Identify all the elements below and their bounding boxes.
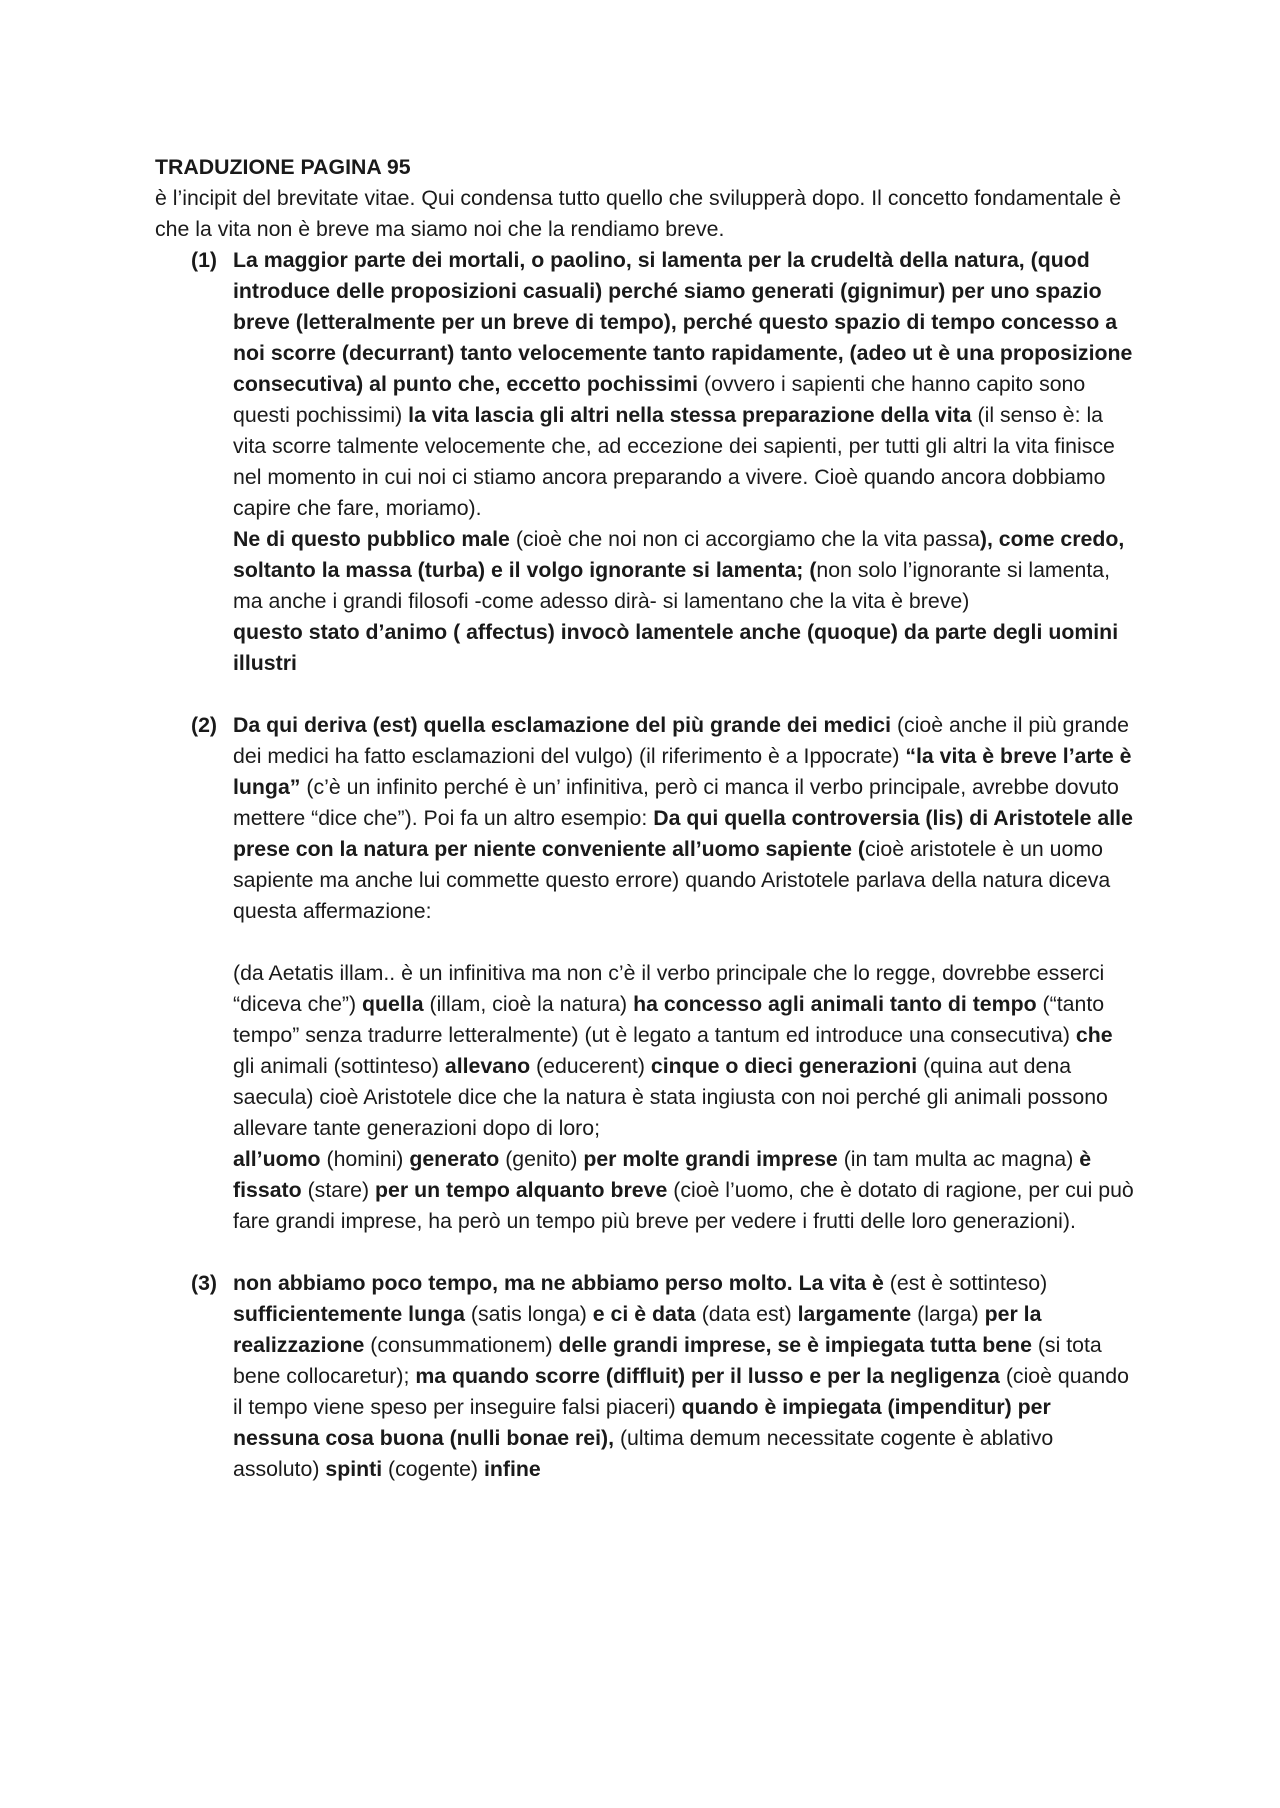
text-run: gli animali (sottinteso) xyxy=(233,1054,445,1078)
list-item xyxy=(155,245,1135,679)
paragraph xyxy=(233,617,1135,679)
text-run: (c’è un infinito perché è un’ infinitiva, però ci manca il verbo principale, avrebbe dovuto mettere “dice che”). Poi fa un altro esempio: xyxy=(233,775,1119,830)
document-page xyxy=(155,152,1135,1516)
bold-text-run: largamente xyxy=(797,1302,912,1326)
bold-text-run: è fissato xyxy=(233,1147,1092,1202)
paragraph-gap xyxy=(233,927,1135,958)
text-run: è l’incipit del brevitate vitae. Qui condensa tutto quello che svilupperà dopo. Il concetto fondamentale è che la vita non è breve ma siamo noi che la rendiamo breve. xyxy=(155,186,1122,241)
bold-text-run: Ne di questo pubblico male xyxy=(233,527,510,551)
bold-text-run: e ci è data xyxy=(592,1302,696,1326)
bold-text-run: “la vita è breve l’arte è lunga” xyxy=(233,744,1132,799)
bold-text-run: ma quando scorre (diffluit) per il lusso e per la negligenza xyxy=(415,1364,1000,1388)
bold-text-run: La maggior parte dei mortali, o paolino, si lamenta per la crudeltà della natura, (quod introduce delle proposizioni casuali) perché siamo generati (gignimur) per uno spazio breve (letteralmente per un breve di tempo), perché questo spazio di tempo concesso a noi scorre (decurrant) tanto velocemente tanto rapidamente, (adeo ut è una proposizione consecutiva) al punto che, eccetto pochissimi xyxy=(233,248,1133,396)
list-item xyxy=(155,1268,1135,1485)
intro-paragraph xyxy=(155,183,1135,245)
bold-text-run: per un tempo alquanto breve xyxy=(375,1178,668,1202)
text-run: cioè aristotele è un uomo sapiente ma anche lui commette questo errore) quando Aristotele parlava della natura diceva questa affermazione: xyxy=(233,837,1111,923)
bold-text-run: questo stato d’animo ( affectus) invocò lamentele anche (quoque) da parte degli uomini illustri xyxy=(233,620,1119,675)
text-run: (in tam multa ac magna) xyxy=(837,1147,1080,1171)
text-run: (data est) xyxy=(695,1302,798,1326)
text-run: (si tota bene collocaretur); xyxy=(233,1333,1102,1388)
bold-text-run: ), come credo, soltanto la massa (turba) e il volgo ignorante si lamenta; ( xyxy=(233,527,1125,582)
text-run: (consummationem) xyxy=(364,1333,559,1357)
bold-text-run: infine xyxy=(483,1457,541,1481)
bold-text-run: cinque o dieci generazioni xyxy=(650,1054,918,1078)
bold-text-run: delle grandi imprese, se è impiegata tutta bene xyxy=(558,1333,1032,1357)
paragraph xyxy=(233,958,1135,1144)
text-run: (ovvero i sapienti che hanno capito sono questi pochissimi) xyxy=(233,372,1086,427)
list-item-number: (3) xyxy=(191,1271,218,1295)
paragraph xyxy=(233,1144,1135,1237)
bold-text-run: non abbiamo poco tempo, ma ne abbiamo perso molto. La vita è xyxy=(233,1271,884,1295)
bold-text-run: che xyxy=(1075,1023,1113,1047)
text-run: (larga) xyxy=(911,1302,985,1326)
bold-text-run: allevano xyxy=(444,1054,531,1078)
text-run: (satis longa) xyxy=(464,1302,593,1326)
text-run: (il senso è: la vita scorre talmente velocemente che, ad eccezione dei sapienti, per tutti gli altri la vita finisce nel momento in cui noi ci stiamo ancora preparando a vivere. Cioè quando ancora dobbiamo capire che fare, moriamo). xyxy=(233,403,1115,520)
text-run: (cogente) xyxy=(382,1457,484,1481)
text-run: (ultima demum necessitate cogente è ablativo assoluto) xyxy=(233,1426,1054,1481)
document-title: TRADUZIONE PAGINA 95 xyxy=(155,155,411,179)
text-run: (“tanto tempo” senza tradurre letteralmente) (ut è legato a tantum ed introduce una consecutiva) xyxy=(233,992,1105,1047)
list-item-number: (2) xyxy=(191,713,218,737)
bold-text-run: per la realizzazione xyxy=(233,1302,1042,1357)
list-item xyxy=(155,710,1135,1237)
bold-text-run: Da qui quella controversia (lis) di Aristotele alle prese con la natura per niente conveniente all’uomo sapiente ( xyxy=(233,806,1133,861)
bold-text-run: Da qui deriva (est) quella esclamazione del più grande dei medici xyxy=(233,713,892,737)
paragraph xyxy=(233,1268,1135,1485)
text-run: (cioè l’uomo, che è dotato di ragione, per cui può fare grandi imprese, ha però un tempo più breve per vedere i frutti delle loro generazioni). xyxy=(233,1178,1134,1233)
paragraph xyxy=(233,710,1135,927)
text-run: (est è sottinteso) xyxy=(883,1271,1048,1295)
text-run: non solo l’ignorante si lamenta, ma anche i grandi filosofi -come adesso dirà- si lamentano che la vita è breve) xyxy=(233,558,1111,613)
text-run: (quina aut dena saecula) cioè Aristotele dice che la natura è stata ingiusta con noi perché gli animali possono allevare tante generazioni dopo di loro; xyxy=(233,1054,1108,1140)
text-run: (genito) xyxy=(499,1147,584,1171)
numbered-list xyxy=(155,245,1135,1485)
text-run: (cioè che noi non ci accorgiamo che la vita passa xyxy=(509,527,980,551)
bold-text-run: quella xyxy=(362,992,424,1016)
paragraph xyxy=(233,524,1135,617)
text-run: (cioè quando il tempo viene speso per inseguire falsi piaceri) xyxy=(233,1364,1129,1419)
text-run: (cioè anche il più grande dei medici ha fatto esclamazioni del vulgo) (il riferimento è a Ippocrate) xyxy=(233,713,1129,768)
bold-text-run: quando è impiegata (impenditur) per nessuna cosa buona (nulli bonae rei), xyxy=(233,1395,1051,1450)
text-run: (illam, cioè la natura) xyxy=(423,992,634,1016)
text-run: (educerent) xyxy=(530,1054,651,1078)
bold-text-run: sufficientemente lunga xyxy=(233,1302,465,1326)
bold-text-run: la vita lascia gli altri nella stessa preparazione della vita xyxy=(408,403,972,427)
list-item-number: (1) xyxy=(191,248,218,272)
bold-text-run: all’uomo xyxy=(233,1147,321,1171)
bold-text-run: per molte grandi imprese xyxy=(583,1147,838,1171)
bold-text-run: generato xyxy=(409,1147,500,1171)
bold-text-run: spinti xyxy=(325,1457,383,1481)
bold-text-run: ha concesso agli animali tanto di tempo xyxy=(633,992,1037,1016)
text-run: (da Aetatis illam.. è un infinitiva ma non c’è il verbo principale che lo regge, dovrebbe esserci “diceva che”) xyxy=(233,961,1105,1016)
paragraph xyxy=(233,245,1135,524)
text-run: (stare) xyxy=(301,1178,376,1202)
text-run: (homini) xyxy=(320,1147,410,1171)
